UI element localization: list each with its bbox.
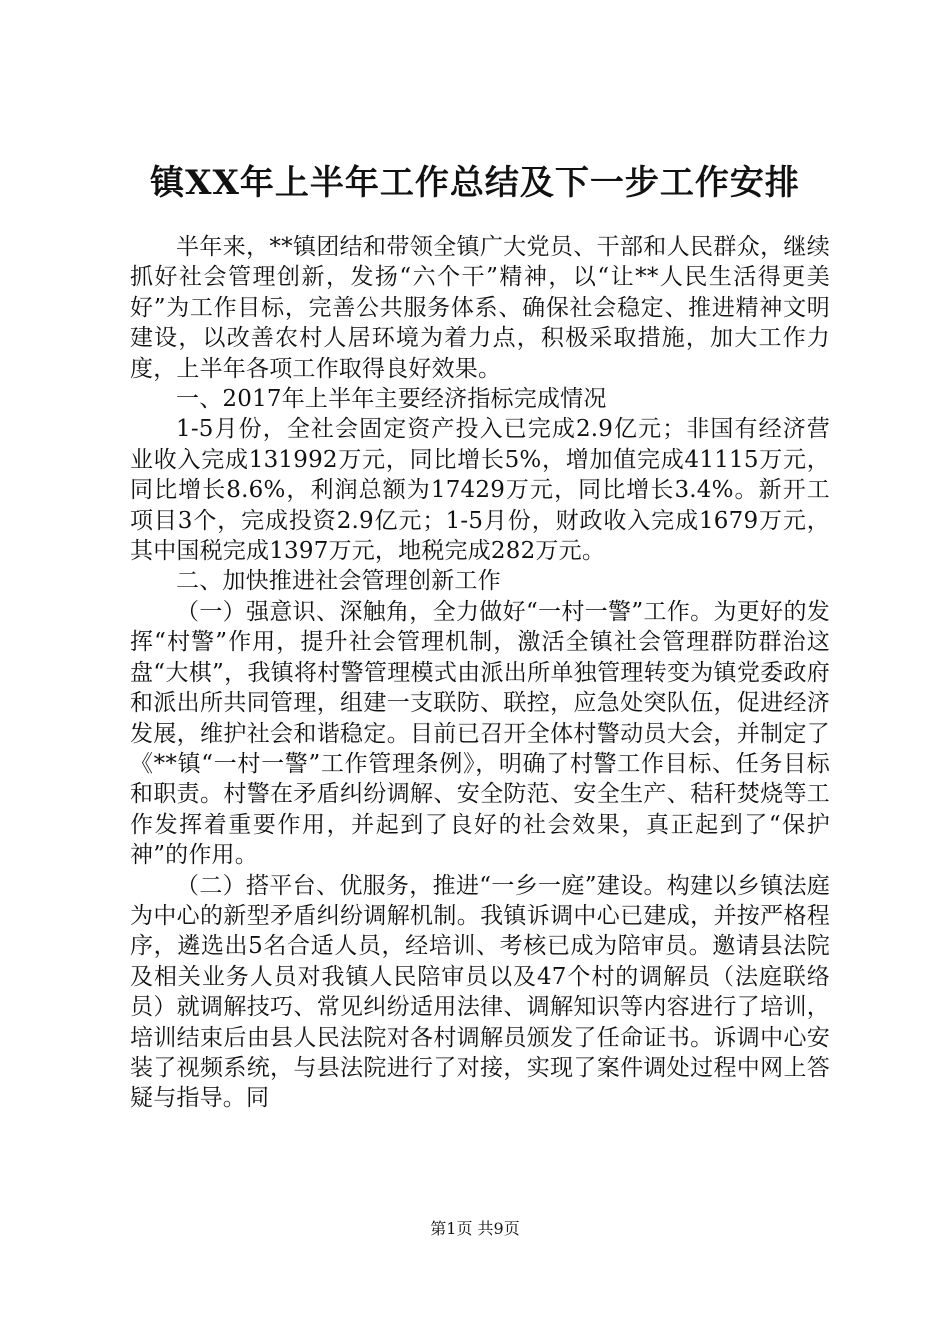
paragraph-township-court: （二）搭平台、优服务，推进“一乡一庭”建设。构建以乡镇法庭为中心的新型矛盾纠纷调解机制。我镇诉调中心已建成，并按严格程序，遴选出5名合适人员，经培训、考核已成为陪审员。邀请县法院及相关业务人员对我镇人民陪审员以及47个村的调解员（法庭联络员）就调解技巧、常见纠纷适用法律、调解知识等内容进行了培训，培训结束后由县人民法院对各村调解员颁发了任命证书。诉调中心安装了视频系统，与县法院进行了对接，实现了案件调处过程中网上答疑与指导。同 <box>130 872 830 1112</box>
paragraph-intro: 半年来，**镇团结和带领全镇广大党员、干部和人民群众，继续抓好社会管理创新，发扬“六个干”精神，以“让**人民生活得更美好”为工作目标，完善公共服务体系、确保社会稳定、推进精神文明建设，以改善农村人居环境为着力点，积极采取措施，加大工作力度，上半年各项工作取得良好效果。 <box>130 234 830 382</box>
document-body <box>130 232 830 1114</box>
paragraph-economic-indicators: 1-5月份，全社会固定资产投入已完成2.9亿元；非国有经济营业收入完成131992万元，同比增长5%，增加值完成41115万元，同比增长8.6%，利润总额为17429万元，同比增长3.4%。新开工项目3个，完成投资2.9亿元；1-5月份，财政收入完成1679万元，其中国税完成1397万元，地税完成282万元。 <box>130 416 830 565</box>
document-title: 镇XX年上半年工作总结及下一步工作安排 <box>150 163 800 203</box>
page-number-footer: 第1页 共9页 <box>430 1219 520 1238</box>
paragraph-village-police: （一）强意识、深触角，全力做好“一村一警”工作。为更好的发挥“村警”作用，提升社会管理机制，激活全镇社会管理群防群治这盘“大棋”，我镇将村警管理模式由派出所单独管理转变为镇党委政府和派出所共同管理，组建一支联防、联控，应急处突队伍，促进经济发展，维护社会和谐稳定。目前已召开全体村警动员大会，并制定了《**镇“一村一警”工作管理条例》，明确了村警工作目标、任务目标和职责。村警在矛盾纠纷调解、安全防范、安全生产、秸秆焚烧等工作发挥着重要作用，并起到了良好的社会效果，真正起到了“保护神”的作用。 <box>130 598 830 869</box>
section-heading-1: 一、2017年上半年主要经济指标完成情况 <box>176 386 607 413</box>
section-heading-2: 二、加快推进社会管理创新工作 <box>176 568 501 595</box>
